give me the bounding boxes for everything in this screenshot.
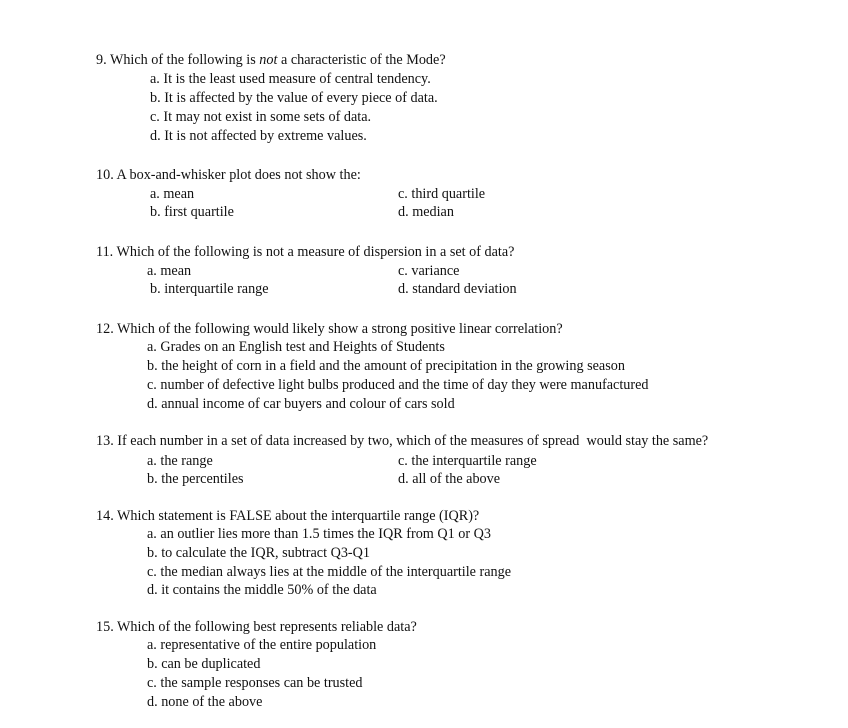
question-13-option-a: a. the range: [147, 453, 213, 469]
question-text: Which of the following is not a characteristic of the Mode?: [109, 52, 446, 68]
question-13-option-d: d. all of the above: [398, 471, 501, 487]
question-13-option-b: b. the percentiles: [147, 471, 244, 487]
question-number: 15.: [96, 619, 114, 635]
question-14-option-c: c. the median always lies at the middle of the interquartile range: [147, 564, 512, 580]
question-15-option-c: c. the sample responses can be trusted: [147, 675, 363, 691]
question-10-stem: [96, 166, 361, 184]
question-11-option-c: c. variance: [398, 263, 460, 279]
question-9-option-d: d. It is not affected by extreme values.: [150, 128, 367, 144]
question-number: 14.: [96, 508, 114, 524]
question-text: Which of the following would likely show a strong positive linear correlation?: [117, 321, 563, 337]
question-text: Which of the following best represents reliable data?: [117, 619, 417, 635]
question-15-option-a: a. representative of the entire population: [147, 637, 377, 653]
question-number: 13.: [96, 433, 114, 449]
question-11-option-b: b. interquartile range: [150, 281, 269, 297]
question-12-option-d: d. annual income of car buyers and colour of cars sold: [147, 396, 455, 412]
question-number: 10.: [96, 167, 114, 183]
question-9-option-b: b. It is affected by the value of every piece of data.: [150, 90, 438, 106]
question-number: 11.: [96, 244, 114, 260]
question-12-option-a: a. Grades on an English test and Heights of Students: [147, 339, 445, 355]
question-14-stem: [96, 507, 479, 525]
question-11-stem: [96, 243, 514, 261]
emphasis-not: not: [259, 52, 278, 68]
question-15-option-b: b. can be duplicated: [147, 656, 261, 672]
question-9-option-c: c. It may not exist in some sets of data.: [150, 109, 372, 125]
question-number: 9.: [96, 52, 107, 68]
question-12-option-b: b. the height of corn in a field and the amount of precipitation in the growing season: [147, 358, 625, 374]
question-13-stem: [96, 432, 708, 450]
question-9-stem: [96, 51, 446, 69]
question-11-option-d: d. standard deviation: [398, 281, 517, 297]
question-14-option-a: a. an outlier lies more than 1.5 times the IQR from Q1 or Q3: [147, 526, 491, 542]
question-15-stem: [96, 618, 417, 636]
question-10-option-c: c. third quartile: [398, 186, 486, 202]
question-text: Which statement is FALSE about the interquartile range (IQR)?: [117, 508, 480, 524]
question-11-option-a: a. mean: [147, 263, 192, 279]
question-12-option-c: c. number of defective light bulbs produced and the time of day they were manufactured: [147, 377, 649, 393]
question-10-option-d: d. median: [398, 204, 454, 220]
question-text: A box-and-whisker plot does not show the:: [116, 167, 361, 183]
question-text: Which of the following is not a measure of dispersion in a set of data?: [116, 244, 515, 260]
question-10-option-a: a. mean: [150, 186, 195, 202]
question-text: If each number in a set of data increased by two, which of the measures of spread would stay the same?: [117, 433, 709, 449]
question-9-option-a: a. It is the least used measure of central tendency.: [150, 71, 431, 87]
question-15-option-d: d. none of the above: [147, 694, 263, 710]
question-12-stem: [96, 320, 563, 338]
question-number: 12.: [96, 321, 114, 337]
question-10-option-b: b. first quartile: [150, 204, 234, 220]
question-14-option-d: d. it contains the middle 50% of the data: [147, 582, 377, 598]
question-14-option-b: b. to calculate the IQR, subtract Q3-Q1: [147, 545, 370, 561]
question-13-option-c: c. the interquartile range: [398, 453, 537, 469]
